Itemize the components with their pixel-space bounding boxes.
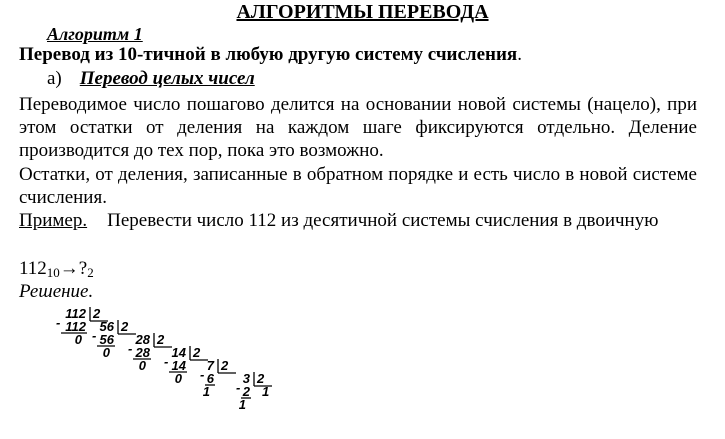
- division-dividend: 7: [206, 358, 214, 373]
- formula-arrow: →?: [59, 258, 88, 279]
- division-remainder: 0: [138, 358, 146, 373]
- division-divisor: 2: [257, 371, 265, 386]
- division-divisor: 2: [93, 306, 101, 321]
- division-remainder: 1: [202, 384, 210, 399]
- division-dividend: 28: [135, 332, 150, 347]
- subsection-heading: [47, 68, 255, 90]
- paragraph-1: Переводимое число пошагово делится на основании новой системы (нацело), при этом остатки от деления на каждом шаге фиксируются отдельно. Деление производится до тех пор, пока это возможно.: [19, 94, 697, 161]
- division-minus: -: [128, 341, 133, 356]
- division-product: 14: [171, 358, 186, 373]
- division-divisor: 2: [221, 358, 229, 373]
- example-paragraph: [19, 209, 697, 233]
- division-dividend: 56: [99, 319, 114, 334]
- division-product: 6: [206, 371, 214, 386]
- division-dividend: 14: [171, 345, 186, 360]
- page-title: АЛГОРИТМЫ ПЕРЕВОДА: [236, 1, 489, 23]
- section-heading-text: Перевод из 10-тичной в любую другую систему счисления: [19, 44, 518, 65]
- division-minus: -: [56, 315, 61, 330]
- paragraph-2: Остатки, от деления, записанные в обратном порядке и есть число в новой системе счисления.: [19, 164, 697, 208]
- division-minus: -: [200, 367, 205, 382]
- division-remainder: 1: [238, 397, 246, 412]
- division-remainder: 0: [174, 371, 182, 386]
- division-divisor: 2: [193, 345, 201, 360]
- division-remainder: 0: [74, 332, 82, 347]
- section-heading: [19, 44, 522, 66]
- division-minus: -: [92, 328, 97, 343]
- subsection-label: Перевод целых чисел: [79, 68, 255, 89]
- division-product: 112: [65, 319, 86, 334]
- long-division-svg: [48, 306, 288, 434]
- division-divisor: 2: [157, 332, 165, 347]
- solution-label: Решение.: [19, 281, 94, 302]
- algorithm-label: Алгоритм 1: [47, 24, 143, 44]
- division-divisor: 2: [121, 319, 129, 334]
- formula-from-base: 10: [46, 265, 60, 280]
- division-minus: -: [164, 354, 169, 369]
- division-product: 28: [135, 345, 150, 360]
- division-dividend: 112: [65, 306, 86, 321]
- formula-number: 112: [19, 258, 47, 279]
- division-product: 2: [242, 384, 250, 399]
- example-label: Пример.: [19, 210, 88, 231]
- section-heading-end: .: [517, 44, 522, 65]
- division-remainder: 0: [102, 345, 110, 360]
- example-text: Перевести число 112 из десятичной системы счисления в двоичную: [107, 210, 659, 231]
- division-minus: -: [236, 380, 241, 395]
- division-dividend: 3: [242, 371, 250, 386]
- division-final-quotient: 1: [262, 384, 270, 399]
- subsection-marker: а): [47, 68, 62, 89]
- formula-to-base: 2: [87, 265, 94, 280]
- division-product: 56: [99, 332, 114, 347]
- long-division-diagram: [48, 306, 288, 434]
